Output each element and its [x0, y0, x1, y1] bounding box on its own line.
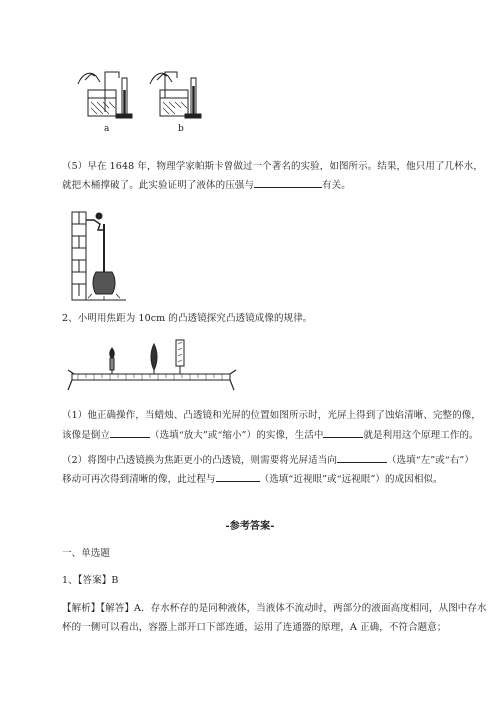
answers-section: 一、单选题 — [62, 548, 111, 559]
q5-line2-post: 有关。 — [322, 180, 351, 191]
q2-p2-text-d: （选填“近视眼”或“远视眼”）的成因相似。 — [259, 474, 443, 485]
pascal-barrel-figure — [70, 210, 135, 302]
q2-p2-blank-1 — [337, 451, 387, 463]
q2-p1-text-a: 该像是倒立 — [62, 430, 111, 441]
q2-p1-line1: （1）他正确操作，当蜡烛、凸透镜和光屏的位置如图所示时，光屏上得到了蚀焰清晰、完整的像， — [62, 410, 481, 421]
q2-p1-line2 — [62, 426, 479, 445]
q5-line2 — [62, 176, 351, 195]
q2-p1-blank-2 — [323, 426, 363, 438]
figure-label-a: a — [104, 124, 110, 134]
q2-p1-text-b: （选填“放大”或“缩小”）的实像，生活中 — [150, 430, 324, 441]
answer-item-1: 1、【答案】B — [62, 575, 119, 586]
connected-vessels-figure — [75, 64, 215, 124]
q5-answer-blank — [254, 176, 322, 188]
q2-p1-text-c: 就是利用这个原理工作的。 — [363, 430, 479, 441]
q5-line2-pre: 就把木桶撑破了。此实验证明了液体的压强与 — [62, 180, 255, 191]
q2-p2-text-c: 移动可再次得到清晰的像，此过程与 — [62, 474, 216, 485]
q2-p2-line1 — [62, 451, 474, 470]
analysis-line1: 【解析】【解答】A．存水杯存的是同种液体，当液体不流动时，两部分的液面高度相同，从图中存水 — [62, 603, 487, 614]
setup-a — [78, 72, 132, 118]
figure-label-b: b — [178, 124, 184, 134]
q2-p2-text-b: （选填“左”或“右”） — [386, 455, 474, 466]
q5-line1: （5）早在 1648 年，物理学家帕斯卡曾做过一个著名的实验，如图所示。结果，他只用了几杯水， — [62, 161, 483, 172]
q2-intro: 2、小明用焦距为 10cm 的凸透镜探究凸透镜成像的规律。 — [62, 313, 313, 324]
optical-bench-figure — [68, 336, 236, 392]
q2-p2-line2 — [62, 470, 443, 489]
q2-p2-blank-2 — [216, 470, 260, 482]
q2-p1-blank-1 — [110, 426, 150, 438]
setup-b — [150, 72, 201, 118]
q2-p2-text-a: （2）将图中凸透镜换为焦距更小的凸透镜，则需要将光屏适当向 — [62, 455, 337, 466]
answers-title: -参考答案- — [225, 521, 275, 532]
analysis-line2: 杯的一侧可以看出，容器上部开口下部连通，运用了连通器的原理，A 正确，不符合题意； — [62, 622, 447, 633]
